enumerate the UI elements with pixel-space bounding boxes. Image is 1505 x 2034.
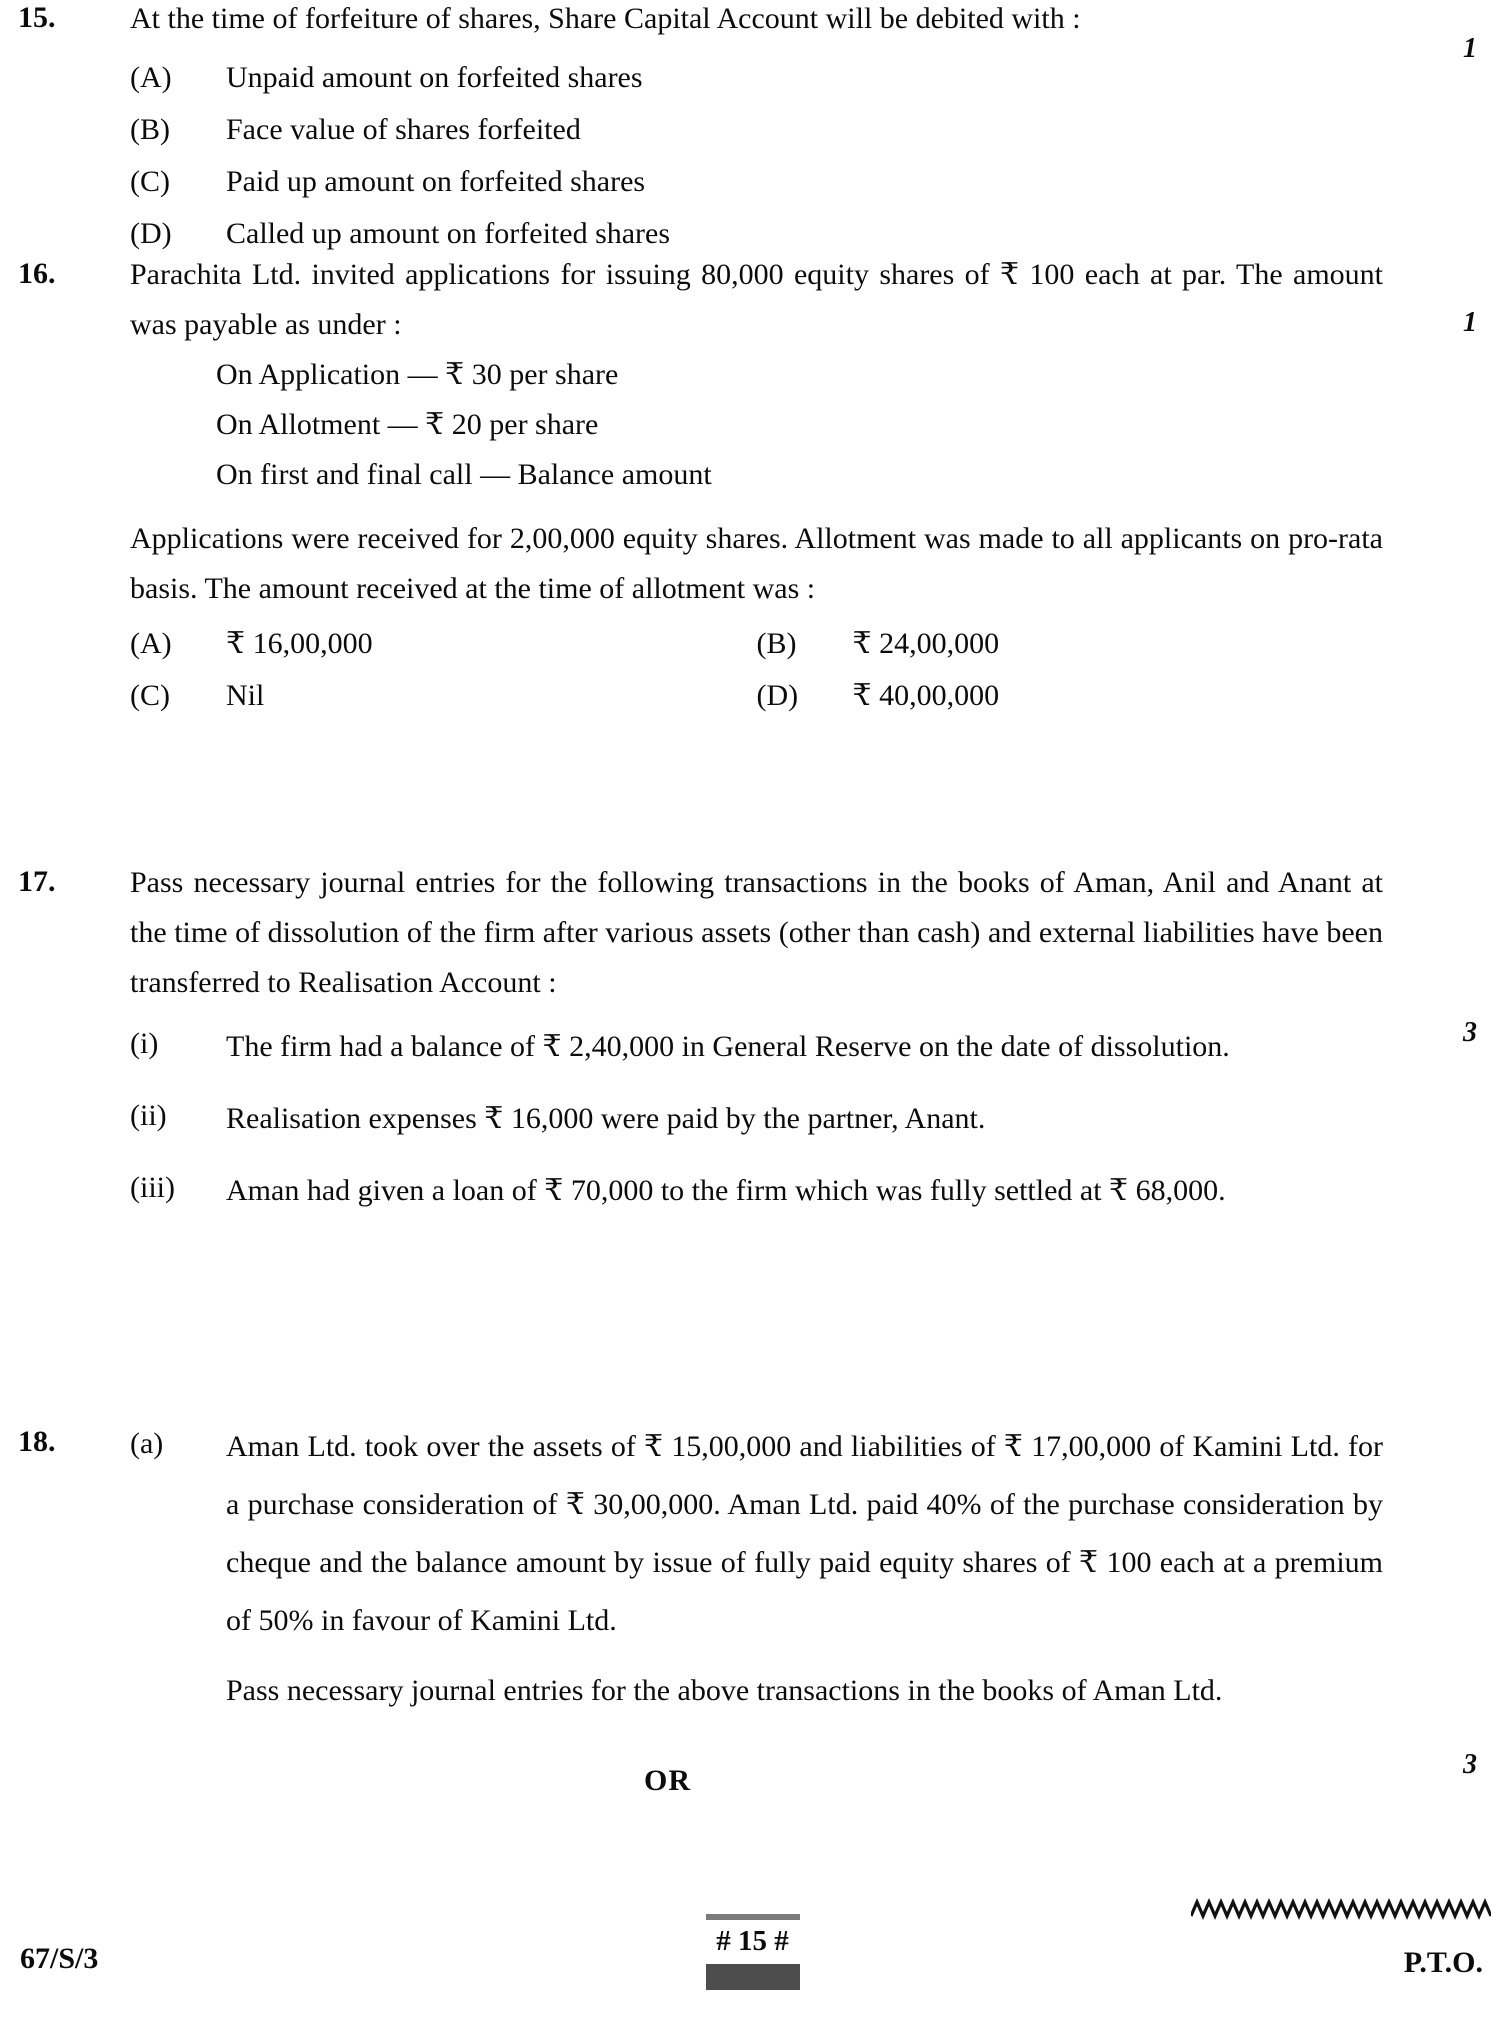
option-label: (A) <box>130 61 172 94</box>
option-label: (D) <box>130 217 172 250</box>
sub-item-label: (iii) <box>130 1171 175 1204</box>
question-block-18 <box>0 1418 1505 1798</box>
sub-item-text: The firm had a balance of ₹ 2,40,000 in General Reserve on the date of dissolution. <box>226 1030 1230 1063</box>
option-d-16[interactable] <box>757 670 1384 722</box>
option-text: Face value of shares forfeited <box>226 113 581 146</box>
part-text: Aman Ltd. took over the assets of ₹ 15,00,000 and liabilities of ₹ 17,00,000 of Kamini Ltd. for a purchase consideration of ₹ 30,00,000. Aman Ltd. paid 40% of the purchase consideration by cheque and the balance amount by issue of fully paid equity shares of ₹ 100 each at a premium of 50% in favour of Kamini Ltd. <box>226 1430 1383 1637</box>
schedule-line: On Application — ₹ 30 per share <box>216 358 619 391</box>
question-number-18: 18. <box>18 1425 56 1458</box>
question-block-17 <box>0 858 1505 1220</box>
schedule-line: On first and final call — Balance amount <box>216 458 712 491</box>
option-label: (C) <box>130 165 170 198</box>
sub-item-text: Realisation expenses ₹ 16,000 were paid by the partner, Anant. <box>226 1102 986 1135</box>
question-number-17: 17. <box>18 865 56 898</box>
question-marks-18: 3 <box>1463 1749 1477 1780</box>
option-text: ₹ 24,00,000 <box>852 627 1000 660</box>
option-text: ₹ 40,00,000 <box>852 679 1000 712</box>
question-items-17 <box>130 1018 1383 1220</box>
option-text: Paid up amount on forfeited shares <box>226 165 646 198</box>
option-row <box>130 104 1383 156</box>
option-text: ₹ 16,00,000 <box>226 627 373 660</box>
option-label: (D) <box>756 679 799 712</box>
question-continuation-16: Applications were received for 2,00,000 equity shares. Allotment was made to all applicants on pro-rata basis. The amount received at the time of allotment was : <box>130 522 1383 605</box>
option-c-16[interactable] <box>130 670 757 722</box>
part-instruction-text: Pass necessary journal entries for the above transactions in the books of Aman Ltd. <box>226 1674 1223 1707</box>
option-text: Nil <box>226 679 265 712</box>
question-block-15 <box>0 0 1505 260</box>
part-row <box>130 1418 1383 1650</box>
option-text: Called up amount on forfeited shares <box>226 217 671 250</box>
part-instruction-spacer <box>130 1662 226 1720</box>
sub-item-text: Aman had given a loan of ₹ 70,000 to the firm which was fully settled at ₹ 68,000. <box>226 1174 1226 1207</box>
option-label: (B) <box>756 627 797 660</box>
question-options-15 <box>130 52 1383 260</box>
sub-item-label: (i) <box>130 1027 159 1060</box>
paper-code: 67/S/3 <box>20 1942 99 1975</box>
part-label: (a) <box>130 1427 164 1460</box>
question-options-16 <box>130 618 1383 722</box>
page-number: # 15 # <box>716 1925 789 1957</box>
question-stem-16: Parachita Ltd. invited applications for issuing 80,000 equity shares of ₹ 100 each at par. The amount was payable as under : <box>130 258 1383 341</box>
option-row <box>130 52 1383 104</box>
option-a-16[interactable] <box>130 618 757 670</box>
question-stem-17: Pass necessary journal entries for the following transactions in the books of Aman, Anil and Anant at the time of dissolution of the firm after various assets (other than cash) and external liabilities have been transferred to Realisation Account : <box>130 866 1383 999</box>
option-b-15[interactable] <box>130 104 581 156</box>
sub-item-ii <box>130 1090 1383 1148</box>
option-a-15[interactable] <box>130 52 643 104</box>
question-number-16: 16. <box>18 257 56 290</box>
option-c-15[interactable] <box>130 156 645 208</box>
question-stem-15: At the time of forfeiture of shares, Share Capital Account will be debited with : <box>130 2 1081 35</box>
question-marks-16: 1 <box>1463 307 1477 338</box>
option-row <box>130 670 1383 722</box>
question-part-a-18 <box>130 1418 1383 1720</box>
zigzag-rule-icon <box>1191 1896 1491 1922</box>
page-marker-group <box>0 1914 1505 1990</box>
question-marks-17: 3 <box>1463 1017 1477 1048</box>
part-instruction-row <box>130 1662 1383 1720</box>
option-row <box>130 156 1383 208</box>
option-row <box>130 618 1383 670</box>
option-b-16[interactable] <box>757 618 1384 670</box>
option-label: (C) <box>130 679 170 712</box>
turn-over-label: P.T.O. <box>1403 1946 1483 1979</box>
page-footer <box>0 1884 1505 2034</box>
option-label: (B) <box>130 113 170 146</box>
sub-item-iii <box>130 1162 1383 1220</box>
question-number-15: 15. <box>18 1 56 34</box>
option-label: (A) <box>130 627 172 660</box>
sub-item-label: (ii) <box>130 1099 167 1132</box>
payment-schedule-16 <box>130 350 1383 500</box>
question-marks-15: 1 <box>1463 33 1477 64</box>
schedule-line: On Allotment — ₹ 20 per share <box>216 408 599 441</box>
page-marker-rule <box>706 1914 800 1920</box>
or-separator: OR <box>644 1764 691 1797</box>
page-marker-bar <box>706 1964 800 1990</box>
question-block-16 <box>0 250 1505 722</box>
sub-item-i <box>130 1018 1383 1076</box>
option-text: Unpaid amount on forfeited shares <box>226 61 643 94</box>
